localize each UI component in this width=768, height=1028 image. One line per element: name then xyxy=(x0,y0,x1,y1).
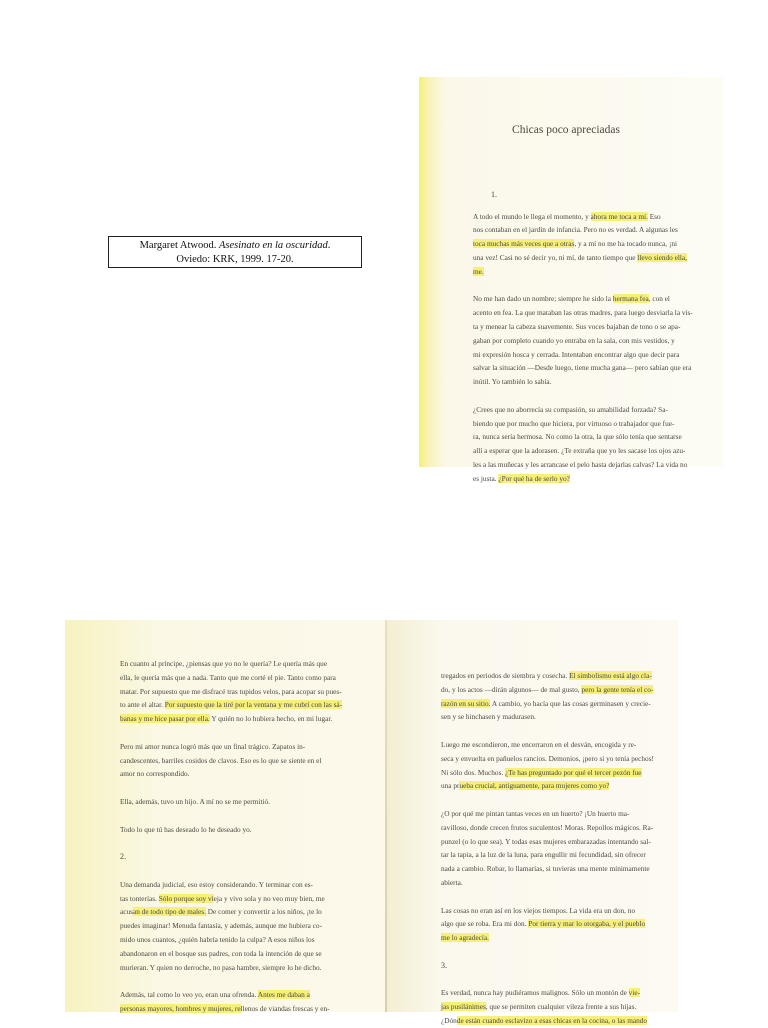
text-line xyxy=(120,892,386,906)
text-line xyxy=(441,904,678,918)
text-line xyxy=(441,945,678,959)
text-segment: ta y menear la cabeza suavemente. Sus voces bajaban de tono o se apa- xyxy=(473,321,681,331)
text-line xyxy=(120,864,386,878)
text-line xyxy=(473,389,723,403)
text-segment: puedes imaginar! Menuda fantasía, y además, aunque me hubiera co- xyxy=(120,921,323,931)
text-line xyxy=(473,223,723,237)
text-line xyxy=(120,712,386,726)
text-line xyxy=(441,973,678,987)
highlighted-text: Por tierra y mar lo otorgaba, y el pueblo xyxy=(528,919,646,929)
highlighted-text: El simbolismo está algo cla- xyxy=(569,671,652,680)
text-line xyxy=(441,890,678,904)
citation-book-title: Asesinato en la oscuridad xyxy=(219,240,328,251)
text-segment: No me han dado un nombre; siempre he sido la xyxy=(473,294,613,304)
text-segment: A todo el mundo le llega el momento, y xyxy=(473,211,591,221)
text-line xyxy=(120,878,386,892)
text-segment: mido unos cuantos, ¿quién habría tenido la culpa? A esos niños los xyxy=(120,934,315,944)
text-line xyxy=(441,821,678,835)
text-segment: Además, tal como lo veo yo, eran una ofrenda. xyxy=(120,990,258,1000)
text-line xyxy=(120,781,386,795)
text-line xyxy=(120,836,386,850)
highlighted-text: llevo siendo ella, xyxy=(637,252,687,262)
text-line xyxy=(441,779,678,793)
text-segment: abierta. xyxy=(441,877,463,887)
text-segment: tregados en periodos de siembra y cosecha. xyxy=(441,671,570,680)
text-line xyxy=(473,334,723,348)
text-line xyxy=(441,917,678,931)
text-line xyxy=(120,974,386,988)
text-segment: , y a mí no me ha tocado nunca, ¡ni xyxy=(574,239,678,249)
text-segment: acus xyxy=(120,907,133,917)
text-segment: acento en fea. La que mataban las otras madres, para luego desviarla la vis- xyxy=(473,308,693,318)
text-segment: Las cosas no eran así en los viejos tiempos. La vida era un don, no xyxy=(441,905,636,915)
text-line xyxy=(473,430,723,444)
text-line xyxy=(473,320,723,334)
text-segment: gaban por completo cuando yo entraba en la sala, con mis vestidos, y xyxy=(473,335,675,345)
text-segment: Eso xyxy=(647,211,661,221)
text-segment: to ante el altar. xyxy=(120,700,165,710)
text-line xyxy=(473,458,723,472)
highlighted-text: ueba crucial, antiguamente, para mujeres como yo? xyxy=(459,781,610,791)
text-line xyxy=(441,738,678,752)
text-line xyxy=(120,947,386,961)
text-segment: Todo lo que tú has deseado lo he deseado yo. xyxy=(120,824,252,834)
text-segment: candescentes, barriles cosidos de clavos. Eso es lo que se siente en el xyxy=(120,755,322,765)
text-line xyxy=(120,919,386,933)
highlighted-text: me. xyxy=(473,266,484,276)
text-segment: llenos de viandas frescas y en- xyxy=(240,1003,330,1013)
citation-line-1: Margaret Atwood. Asesinato en la oscuridad. xyxy=(139,240,331,251)
highlighted-text: Sólo porque soy vi xyxy=(158,893,214,903)
highlighted-text: ¿Te has preguntado por qué el tercer pezón fue xyxy=(505,767,642,777)
section-number: 1. xyxy=(491,189,497,199)
text-segment: tas tonterías. xyxy=(120,893,159,903)
text-line xyxy=(120,740,386,754)
section-number: 3. xyxy=(441,960,447,970)
highlighted-text: an de todo tipo de males. xyxy=(132,907,206,917)
text-line xyxy=(441,876,678,890)
highlighted-text: Antes me daban a xyxy=(257,990,310,1000)
text-line xyxy=(473,444,723,458)
text-segment: una vez! Casi no sé decir yo, ni mí, de tanto tiempo que xyxy=(473,252,638,262)
text-line xyxy=(473,348,723,362)
text-line xyxy=(473,306,723,320)
page-2-body xyxy=(120,657,386,1016)
highlighted-text: ¿Por qué ha de serlo yo? xyxy=(498,473,570,483)
text-segment: amor no correspondido. xyxy=(120,769,190,779)
text-segment: biendo que por mucho que hiciera, por virtuoso o trabajador que fue- xyxy=(473,418,675,428)
text-segment: seca y envuelta en pañuelos rancios. Demonios, ¡pero si yo tenía pechos! xyxy=(441,753,654,763)
text-line xyxy=(473,472,723,486)
citation-box xyxy=(108,236,362,268)
highlighted-text: pero la gente tenía el co- xyxy=(581,684,654,694)
scanned-page-3 xyxy=(386,620,678,1025)
highlighted-text: que a otras xyxy=(540,239,575,249)
text-line xyxy=(441,724,678,738)
text-segment: murieran. Y quien no derroche, no pasa hambre, siempre lo he dicho. xyxy=(120,962,322,972)
text-segment: sen y se hinchasen y madurasen. xyxy=(441,712,536,722)
highlighted-text: banas y me hice pasar por ella. xyxy=(120,714,210,724)
text-line xyxy=(441,766,678,780)
text-segment: eja y vivo sola y no veo muy bien, me xyxy=(213,893,325,903)
book-gutter xyxy=(385,620,387,1012)
highlighted-text: ahora me toca a mí. xyxy=(590,211,648,221)
highlighted-text: jas pusilánimes xyxy=(441,1002,486,1012)
text-line xyxy=(473,361,723,375)
text-line xyxy=(441,986,678,1000)
text-line xyxy=(473,403,723,417)
text-line xyxy=(441,1014,678,1028)
text-line xyxy=(441,931,678,945)
text-line xyxy=(441,1000,678,1014)
text-segment: es justa. xyxy=(473,473,499,483)
page-3-body xyxy=(441,669,678,1028)
text-segment: nada a cambio. Robar, lo llamarías, si tuvieras una mente mínimamente xyxy=(441,864,650,874)
text-segment: Luego me escondieron, me encerraron en el desván, encogida y re- xyxy=(441,739,637,749)
text-line xyxy=(441,862,678,876)
citation-publication: Oviedo: KRK, 1999. 17-20. xyxy=(176,254,294,265)
text-segment: Ni sólo dos. Muchos. xyxy=(441,767,506,777)
text-line xyxy=(120,671,386,685)
page-1-body xyxy=(473,210,723,486)
text-segment: matar. Por supuesto que me disfracé tras tupidos velos, para acopar su pues- xyxy=(120,686,342,696)
text-segment: ra, nunca sería hermosa. No como la otra, la que sólo tenía que sentarse xyxy=(473,432,682,442)
text-line xyxy=(441,807,678,821)
text-line xyxy=(473,417,723,431)
highlighted-text: Por supuesto que la tiré por la ventana y me cubrí con las sá- xyxy=(164,700,343,710)
text-segment: punzel (o lo que sea). Y todas esas mujeres embarazadas intentando sal- xyxy=(441,836,651,846)
text-line xyxy=(120,685,386,699)
text-segment: algo que se roba. Era mi don. xyxy=(441,919,529,929)
text-line xyxy=(473,237,723,251)
text-segment: En cuanto al príncipe, ¿piensas que yo no le quería? Le quería más que xyxy=(120,659,328,668)
text-line xyxy=(441,793,678,807)
highlighted-text: personas mayores, hombres y mujeres, re xyxy=(120,1003,241,1013)
text-segment: nos contaban en el jardín de infancia. Pero no es verdad. A algunas les xyxy=(473,225,678,235)
text-line xyxy=(441,752,678,766)
text-line xyxy=(441,697,678,711)
text-line xyxy=(120,726,386,740)
highlighted-text: toca muchas más veces xyxy=(473,239,541,249)
text-line xyxy=(120,657,386,671)
section-number: 2. xyxy=(120,852,126,862)
text-segment: ¿Crees que no aborrecía su compasión, su amabilidad forzada? Sa- xyxy=(473,404,668,414)
text-line xyxy=(120,795,386,809)
text-segment: Ella, además, tuvo un hijo. A mí no se me permitió. xyxy=(120,796,270,806)
text-segment: tar la tapia, a la luz de la luna, para engullir mi fecundidad, sin ofrecer xyxy=(441,850,646,860)
text-segment: , que se permiten cualquier vileza frente a sus hijas. xyxy=(485,1002,637,1012)
text-segment: ella, le quería más que a nada. Tanto que me corté el pie. Tanto como para xyxy=(120,672,336,682)
citation-author: Margaret Atwood. xyxy=(139,240,219,251)
text-line xyxy=(120,988,386,1002)
text-line xyxy=(473,292,723,306)
text-segment: do, y los actos —dirán algunos— de mal gusto, xyxy=(441,684,582,694)
text-segment: Pero mi amor nunca logró más que un final trágico. Zapatos in- xyxy=(120,741,306,751)
text-line xyxy=(473,251,723,265)
text-line xyxy=(441,835,678,849)
text-segment: De comer y convertir a los niños, ¡te lo xyxy=(205,907,322,917)
text-segment: A cambio, yo hacía que las cosas germinasen y crecie- xyxy=(490,698,651,708)
text-line xyxy=(120,905,386,919)
text-line xyxy=(473,210,723,224)
text-line xyxy=(120,1002,386,1016)
text-line xyxy=(120,933,386,947)
text-segment: abandonaron en el bosque sus padres, con toda la intención de que se xyxy=(120,948,322,958)
text-line xyxy=(120,767,386,781)
text-segment: mi expresión hosca y cerrada. Intentaban encontrar algo que decir para xyxy=(473,349,680,359)
text-line xyxy=(120,809,386,823)
highlighted-text: vie- xyxy=(628,988,641,998)
text-line xyxy=(120,698,386,712)
text-line xyxy=(473,265,723,279)
text-line xyxy=(120,823,386,837)
text-segment: les a las muñecas y les arrancase el pelo hasta dejarlas calvas? La vida no xyxy=(473,459,688,469)
highlighted-text: de están cuando esclavizo a esas chicas en la cocina, o las mando xyxy=(456,1015,648,1025)
text-segment: inútil. Yo también lo sabía. xyxy=(473,377,552,387)
text-segment: allí a esperar que la adorasen. ¿Te extraña que yo les sacase los ojos azu- xyxy=(473,446,686,456)
text-line xyxy=(441,710,678,724)
highlighted-text: me lo agradecía. xyxy=(441,933,490,943)
text-segment: , con el xyxy=(648,294,670,304)
highlighted-text: razón en su sitio. xyxy=(441,698,491,708)
page-title: Chicas poco apreciadas xyxy=(512,124,620,136)
text-line xyxy=(441,669,678,683)
text-line xyxy=(441,683,678,697)
scanned-page-2 xyxy=(65,620,386,1012)
text-segment: Y quién no lo hubiera hecho, en mi lugar. xyxy=(209,714,333,724)
text-segment: una pr xyxy=(441,781,460,791)
text-segment: ¿O por qué me pintan tantas veces en un huerto? ¡Un huerto ma- xyxy=(441,808,630,818)
text-segment: ravilloso, donde crecen frutos suculentos! Moras. Repollos mágicos. Ra- xyxy=(441,822,654,832)
text-line xyxy=(473,375,723,389)
text-segment: salvar la situación —Desde luego, tiene mucha gana— pero sabían que era xyxy=(473,363,692,373)
text-line xyxy=(120,961,386,975)
text-line xyxy=(441,848,678,862)
text-segment: Es verdad, nunca hay pudiéramos malignos. Sólo un montón de xyxy=(441,988,629,998)
text-segment: Una demanda judicial, eso estoy considerando. Y terminar con es- xyxy=(120,879,313,889)
highlighted-text: hermana fea xyxy=(612,294,649,304)
text-line xyxy=(120,754,386,768)
text-segment: ¿Dón xyxy=(441,1015,457,1025)
text-line xyxy=(473,279,723,293)
scanned-page-1 xyxy=(419,77,723,483)
